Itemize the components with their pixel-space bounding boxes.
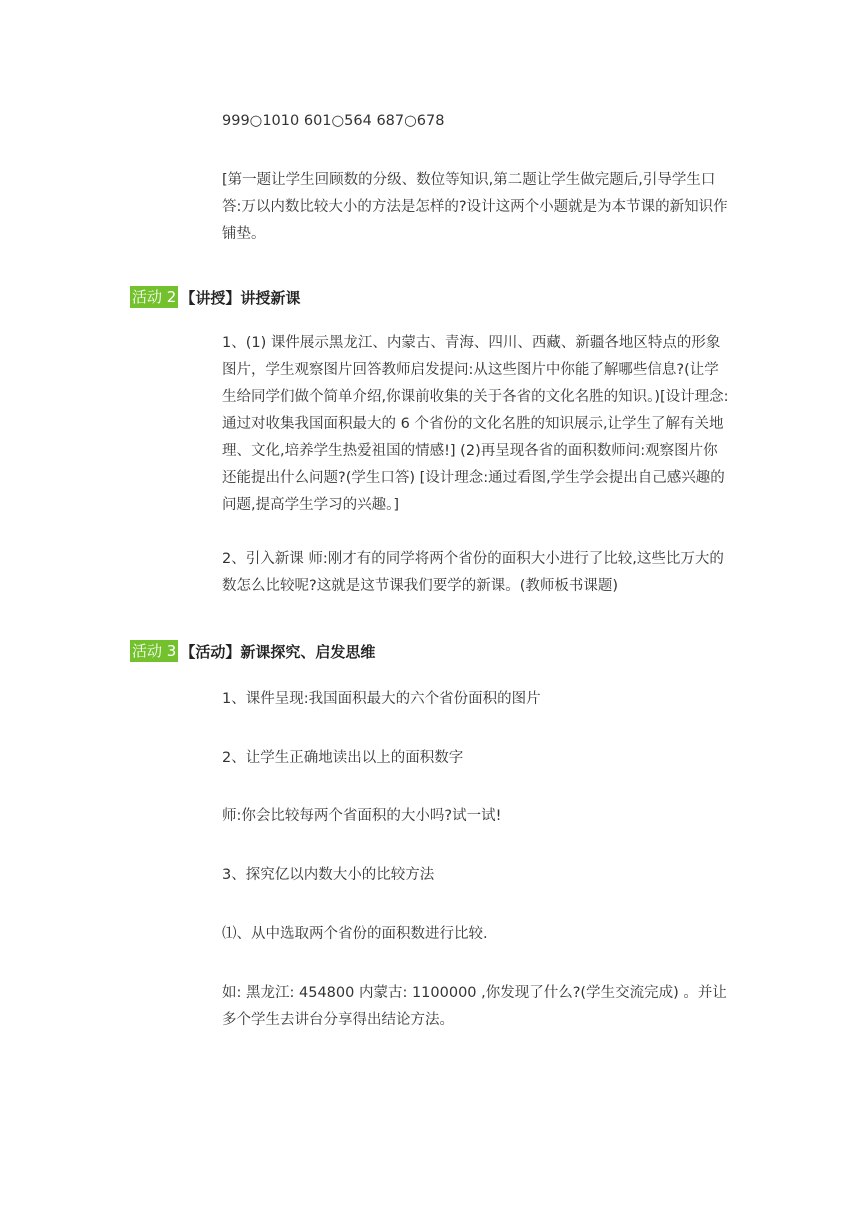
activity-3-paragraph-5: ⑴、从中选取两个省份的面积数进行比较. <box>222 926 488 942</box>
activity-2-paragraph-2: 2、引入新课 师:刚才有的同学将两个省份的面积大小进行了比较,这些比万大的数怎么比较呢?这就是这节课我们要学的新课。(教师板书课题) <box>222 551 724 594</box>
activity-2-title: 【讲授】讲授新课 <box>180 288 301 307</box>
activity-2-heading <box>130 286 300 308</box>
number-compare-line: 999○1010 601○564 687○678 <box>222 113 445 129</box>
activity-3-paragraph-4: 3、探究亿以内数大小的比较方法 <box>222 867 435 883</box>
activity-2-tag: 活动 2 <box>132 288 177 306</box>
activity-3-paragraph-1: 1、课件呈现:我国面积最大的六个省份面积的图片 <box>222 691 541 707</box>
activity-3-paragraph-3: 师:你会比较每两个省面积的大小吗?试一试! <box>222 808 502 824</box>
activity-2-paragraph-1: 1、(1) 课件展示黑龙江、内蒙古、青海、四川、西藏、新疆各地区特点的形象图片，学生观察图片回答教师启发提问:从这些图片中你能了解哪些信息?(让学生给同学们做个简单介绍,你课前收集的关于各省的文化名胜的知识。)[设计理念:通过对收集我国面积最大的 6 个省份的文化名胜的知识展示,让学生了解有关地理、文化,培养学生热爱祖国的情感!] (2)再呈现各省的面积数师问:观察图片你还能提出什么问题?(学生口答) [设计理念:通过看图,学生学会提出自己感兴趣的问题,提高学生学习的兴趣。] <box>222 335 729 513</box>
activity-3-paragraph-2: 2、让学生正确地读出以上的面积数字 <box>222 750 464 766</box>
activity-3-title: 【活动】新课探究、启发思维 <box>180 642 376 661</box>
activity-3-tag: 活动 3 <box>132 642 177 660</box>
activity-3-heading <box>130 640 375 662</box>
activity-3-paragraph-6: 如: 黑龙江: 454800 内蒙古: 1100000 ,你发现了什么?(学生交流完成) 。并让多个学生去讲台分享得出结论方法。 <box>222 985 727 1028</box>
design-note-paragraph: [第一题让学生回顾数的分级、数位等知识,第二题让学生做完题后,引导学生口答:万以内数比较大小的方法是怎样的?设计这两个小题就是为本节课的新知识作铺垫。 <box>222 172 728 242</box>
